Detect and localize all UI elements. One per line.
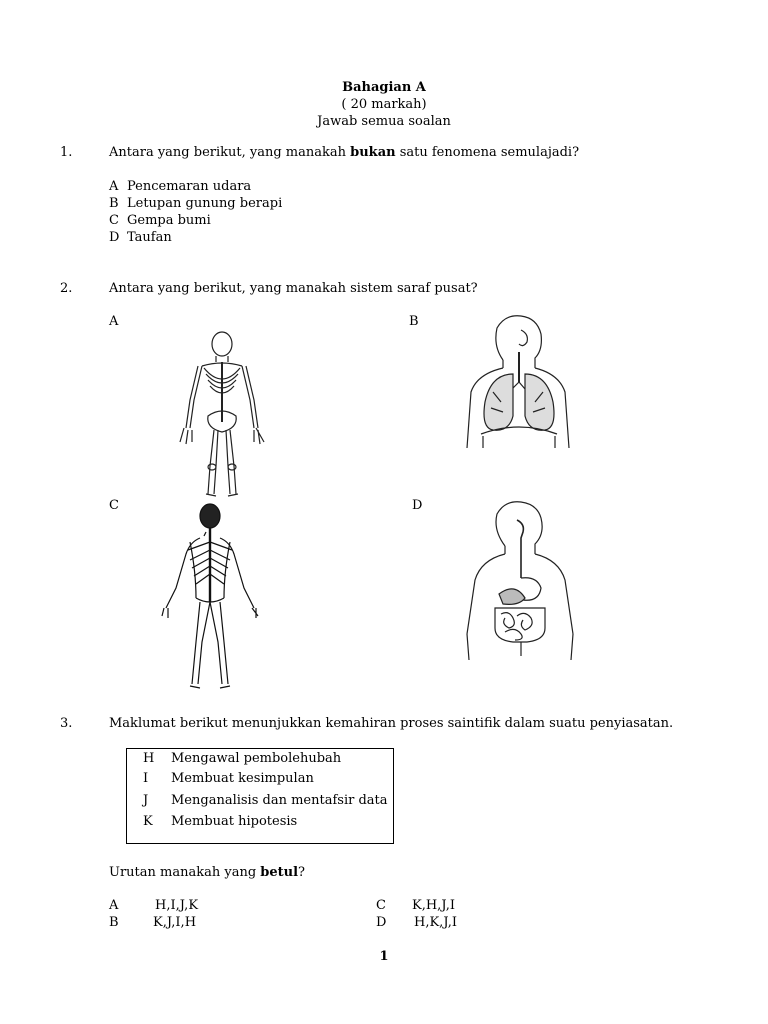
- skill-row: [143, 793, 388, 808]
- skill-key: K: [143, 814, 153, 829]
- q2-number: 2.: [60, 281, 73, 296]
- option-letter: B: [109, 196, 119, 211]
- q3-number: 3.: [60, 716, 73, 731]
- q1-text: [109, 145, 579, 160]
- page-number: 1: [379, 949, 389, 964]
- option-letter: A: [109, 179, 119, 194]
- q1-option: [109, 196, 282, 211]
- skill-row: [143, 751, 341, 766]
- answer-text: K,J,I,H: [153, 915, 197, 930]
- lungs-figure: [463, 312, 573, 450]
- skill-text: Menganalisis dan mentafsir data: [171, 793, 388, 808]
- digestive-system-figure: [465, 498, 575, 664]
- q3-question-bold: betul: [260, 865, 299, 880]
- q3-text: Maklumat berikut menunjukkan kemahiran proses saintifik dalam suatu penyiasatan.: [109, 716, 674, 731]
- q3-answer-b: [109, 915, 196, 930]
- q3-question: [109, 865, 305, 880]
- q3-question-part: ?: [298, 865, 306, 880]
- skill-text: Membuat kesimpulan: [171, 771, 314, 786]
- skill-row: [143, 814, 297, 829]
- answer-letter: D: [376, 915, 387, 930]
- q1-text-part: satu fenomena semulajadi?: [395, 145, 580, 160]
- q1-text-bold: bukan: [350, 145, 396, 160]
- q1-number: 1.: [60, 145, 73, 160]
- answer-letter: A: [109, 898, 119, 913]
- q3-answer-a: [109, 898, 198, 913]
- skill-text: Membuat hipotesis: [171, 814, 298, 829]
- option-text: Gempa bumi: [127, 213, 211, 228]
- section-marks: ( 20 markah): [341, 97, 427, 112]
- section-title: Bahagian A: [342, 80, 426, 95]
- q2-label-a: A: [109, 314, 119, 329]
- q2-text: Antara yang berikut, yang manakah sistem saraf pusat?: [109, 281, 478, 296]
- answer-text: H,K,J,I: [414, 915, 458, 930]
- option-text: Letupan gunung berapi: [127, 196, 283, 211]
- section-instruction: Jawab semua soalan: [317, 114, 451, 129]
- skill-key: H: [143, 751, 155, 766]
- q2-label-b: B: [409, 314, 419, 329]
- answer-letter: B: [109, 915, 119, 930]
- answer-text: K,H,J,I: [412, 898, 456, 913]
- q2-label-c: C: [109, 498, 119, 513]
- option-text: Taufan: [127, 230, 172, 245]
- q1-text-part: Antara yang berikut, yang manakah: [109, 145, 351, 160]
- q1-option: [109, 230, 172, 245]
- option-letter: C: [109, 213, 119, 228]
- q1-option: [109, 213, 211, 228]
- q1-option: [109, 179, 251, 194]
- q3-answer-d: [376, 915, 457, 930]
- answer-letter: C: [376, 898, 386, 913]
- answer-text: H,I,J,K: [155, 898, 199, 913]
- nervous-system-figure: [160, 502, 260, 690]
- skill-text: Mengawal pembolehubah: [171, 751, 342, 766]
- q3-question-part: Urutan manakah yang: [109, 865, 261, 880]
- skeleton-figure: [172, 330, 272, 500]
- skill-row: [143, 771, 314, 786]
- skill-key: J: [143, 793, 149, 808]
- q2-label-d: D: [412, 498, 423, 513]
- q3-answer-c: [376, 898, 455, 913]
- option-text: Pencemaran udara: [127, 179, 252, 194]
- skill-key: I: [143, 771, 149, 786]
- skills-box: [126, 748, 394, 844]
- option-letter: D: [109, 230, 120, 245]
